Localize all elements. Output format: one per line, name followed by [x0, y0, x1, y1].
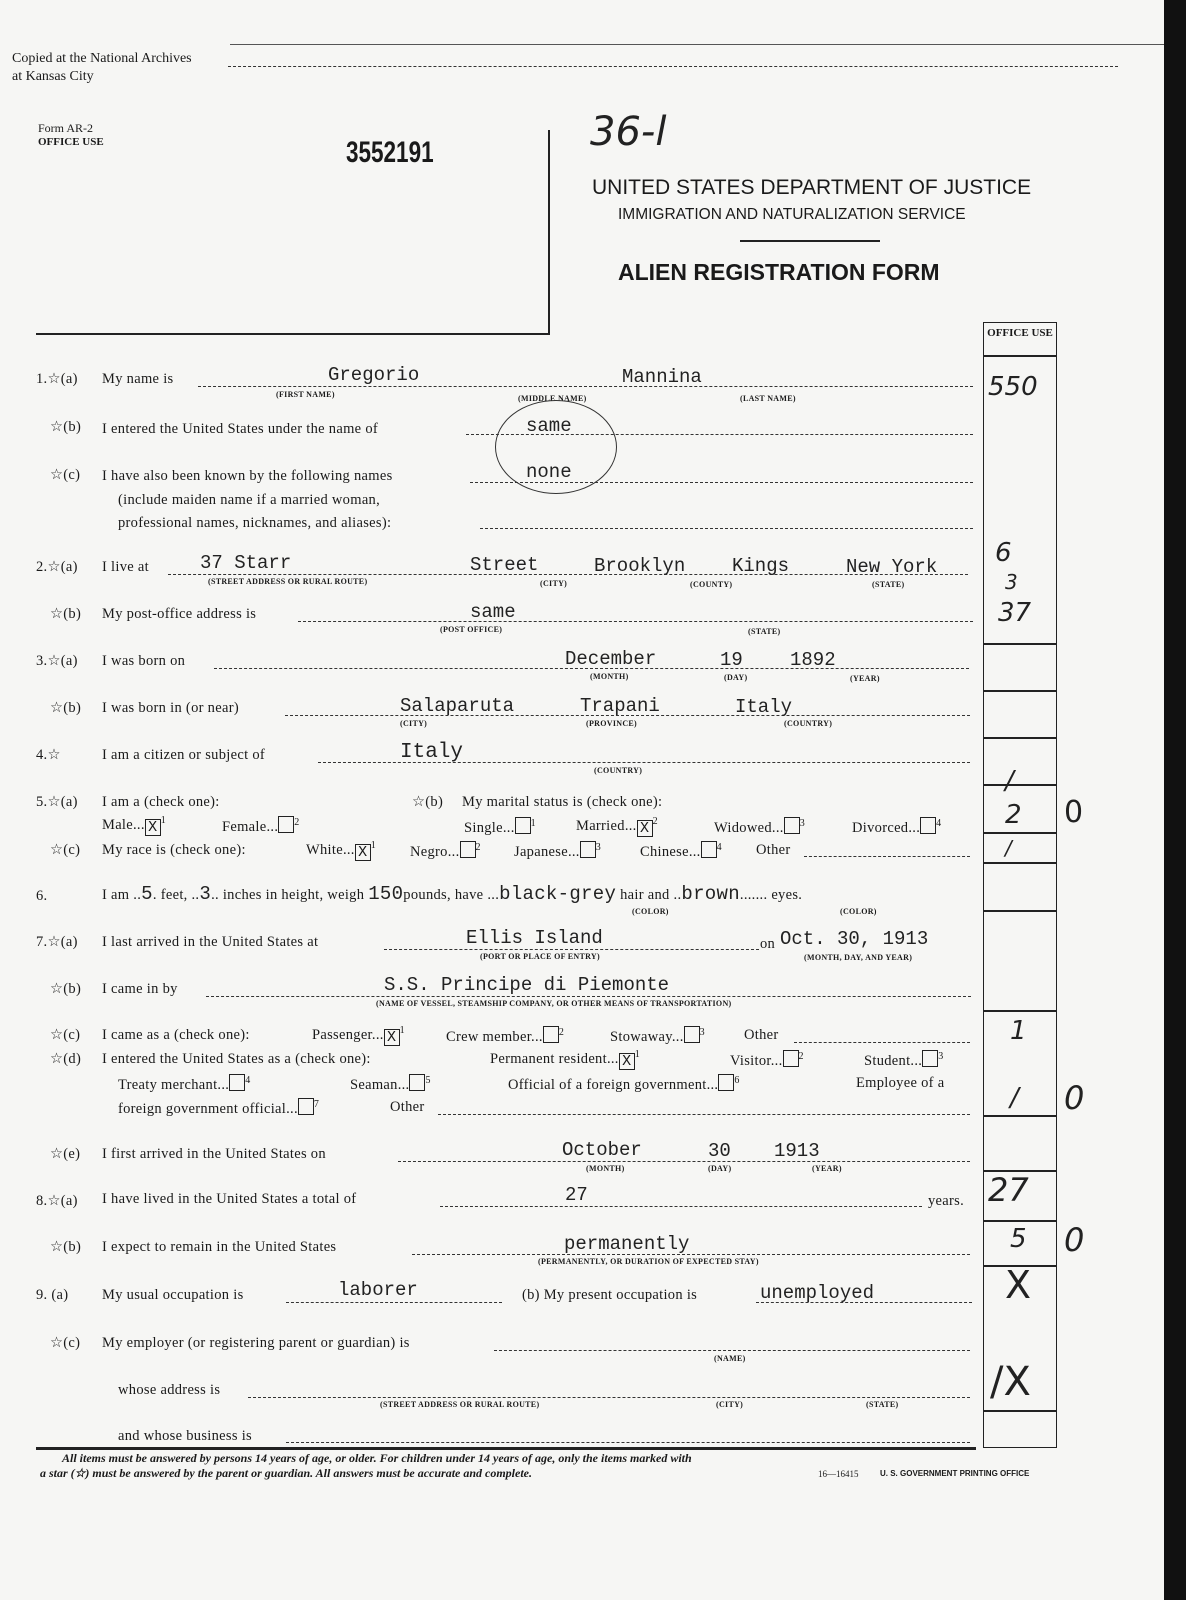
- office-mark: 1: [1010, 1016, 1027, 1046]
- office-mark: 5: [1010, 1224, 1027, 1254]
- visitor-checkbox[interactable]: [783, 1050, 799, 1067]
- race-label: My race is (check one):: [102, 842, 246, 858]
- caption: (YEAR): [850, 674, 880, 683]
- entered-name-value[interactable]: same: [526, 415, 572, 437]
- vessel-value[interactable]: S.S. Principe di Piemonte: [384, 974, 670, 996]
- office-mark: 6: [995, 538, 1012, 568]
- form-id: Form AR-2: [38, 121, 94, 135]
- aliases-value[interactable]: none: [526, 461, 572, 483]
- physical-description: I am ..5. feet, ..3.. inches in height, weigh 150pounds, have ...black-grey hair and ..brown....... eyes.: [102, 883, 803, 905]
- caption: (COUNTRY): [784, 719, 833, 728]
- employer-address-label: whose address is: [118, 1382, 221, 1398]
- caption: (STATE): [872, 580, 905, 589]
- caption: (CITY): [716, 1400, 744, 1409]
- birth-date-label: I was born on: [102, 653, 186, 669]
- item-number: 7.☆(a): [36, 934, 78, 950]
- arrival-date-value[interactable]: Oct. 30, 1913: [780, 928, 929, 950]
- first-arrival-day[interactable]: 30: [708, 1140, 731, 1162]
- caption: (POST OFFICE): [440, 625, 503, 634]
- came-as-label: I came as a (check one):: [102, 1027, 250, 1043]
- caption: (MONTH, DAY, AND YEAR): [804, 953, 913, 962]
- checkbox-divorced[interactable]: Divorced... $^4$: [852, 818, 942, 836]
- office-mark: 0: [1064, 1079, 1085, 1117]
- checkbox-stowaway[interactable]: Stowaway... $^3$: [610, 1027, 705, 1045]
- employee-checkbox[interactable]: [298, 1098, 314, 1115]
- handwritten-note: 36-l: [590, 109, 667, 155]
- male-checkbox[interactable]: X: [145, 819, 161, 836]
- entry-status-label: I entered the United States as a (check one):: [102, 1051, 371, 1067]
- office-mark: 2: [1005, 800, 1022, 830]
- service-name: IMMIGRATION AND NATURALIZATION SERVICE: [618, 206, 966, 223]
- footer-instructions-1: All items must be answered by persons 14 years of age, or older. For children under 14 years of age, only the items marked with: [62, 1451, 692, 1465]
- first-arrival-label: I first arrived in the United States on: [102, 1146, 326, 1162]
- checkbox-negro[interactable]: Negro... $^2$: [410, 842, 481, 860]
- aliases-label: (include maiden name if a married woman,: [118, 492, 381, 508]
- on-label: on: [760, 936, 776, 952]
- caption: (DAY): [724, 673, 748, 682]
- office-mark: /: [1010, 1083, 1019, 1113]
- item-number: ☆(c): [50, 842, 81, 858]
- entry-other-label: Other: [390, 1099, 425, 1115]
- office-use-label: OFFICE USE: [38, 136, 104, 148]
- form-title: ALIEN REGISTRATION FORM: [618, 259, 940, 285]
- caption: (COLOR): [840, 907, 877, 916]
- arrival-label: I last arrived in the United States at: [102, 934, 319, 950]
- post-office-value[interactable]: same: [470, 601, 516, 623]
- birth-country-value[interactable]: Italy: [735, 696, 793, 718]
- checkbox-passenger[interactable]: Passenger... X $^1$: [312, 1025, 405, 1046]
- checkbox-japanese[interactable]: Japanese... $^3$: [514, 842, 602, 860]
- caption: (MONTH): [590, 672, 629, 681]
- caption: (NAME OF VESSEL, STEAMSHIP COMPANY, OR OTHER MEANS OF TRANSPORTATION): [376, 999, 732, 1008]
- checkbox-single[interactable]: Single... $^1$: [464, 818, 536, 836]
- caption: (CITY): [540, 579, 568, 588]
- permanent-checkbox[interactable]: X: [619, 1053, 635, 1070]
- occupation-label: My usual occupation is: [102, 1287, 244, 1303]
- item-number: ☆(e): [50, 1146, 81, 1162]
- crew-checkbox[interactable]: [543, 1026, 559, 1043]
- caption: (STREET ADDRESS OR RURAL ROUTE): [208, 577, 368, 586]
- checkbox-white[interactable]: White... X $^1$: [306, 840, 377, 861]
- caption: (STATE): [866, 1400, 899, 1409]
- caption: (COLOR): [632, 907, 669, 916]
- treaty-checkbox[interactable]: [229, 1074, 245, 1091]
- street-value[interactable]: 37 Starr: [200, 552, 292, 574]
- city-value[interactable]: Brooklyn: [594, 555, 686, 577]
- item-number: 5.☆(a): [36, 794, 78, 810]
- single-checkbox[interactable]: [515, 817, 531, 834]
- department-name: UNITED STATES DEPARTMENT OF JUSTICE: [592, 176, 1032, 199]
- last-name-value[interactable]: Mannina: [622, 366, 702, 388]
- street-suffix-value[interactable]: Street: [470, 554, 539, 576]
- sex-label: I am a (check one):: [102, 794, 220, 810]
- item-number: 1.☆(a): [36, 371, 78, 387]
- birth-year-value[interactable]: 1892: [790, 649, 836, 671]
- occupation-value[interactable]: laborer: [338, 1279, 418, 1301]
- office-mark: /: [1005, 836, 1012, 860]
- checkbox-student[interactable]: Student... $^3$: [864, 1051, 944, 1069]
- checkbox-seaman[interactable]: Seaman... $^5$: [350, 1075, 431, 1093]
- caption: (MONTH): [586, 1164, 625, 1173]
- address-label: I live at: [102, 559, 149, 575]
- official-checkbox[interactable]: [718, 1074, 734, 1091]
- seaman-checkbox[interactable]: [409, 1074, 425, 1091]
- checkbox-treaty[interactable]: Treaty merchant... $^4$: [118, 1075, 251, 1093]
- inches-value: 3: [199, 883, 212, 905]
- eyes-value: brown: [681, 883, 740, 905]
- married-checkbox[interactable]: X: [637, 820, 653, 837]
- checkbox-male[interactable]: Male... X $^1$: [102, 815, 167, 836]
- employer-business-label: and whose business is: [118, 1428, 252, 1444]
- citizenship-label: I am a citizen or subject of: [102, 747, 266, 763]
- office-mark: 0: [1064, 1221, 1085, 1259]
- checkbox-official[interactable]: Official of a foreign government... $^6$: [508, 1075, 740, 1093]
- first-name-value[interactable]: Gregorio: [328, 364, 420, 386]
- years-value[interactable]: 27: [565, 1184, 588, 1206]
- present-occupation-value[interactable]: unemployed: [760, 1282, 875, 1304]
- citizenship-value[interactable]: Italy: [400, 741, 464, 764]
- years-unit: years.: [928, 1193, 965, 1209]
- present-occupation-label: (b) My present occupation is: [522, 1287, 698, 1303]
- aliases-label: I have also been known by the following names: [102, 468, 393, 484]
- item-number: ☆(c): [50, 1335, 81, 1351]
- item-number: ☆(d): [50, 1051, 82, 1067]
- caption: (STREET ADDRESS OR RURAL ROUTE): [380, 1400, 540, 1409]
- checkbox-permanent[interactable]: Permanent resident... X $^1$: [490, 1049, 641, 1070]
- chinese-checkbox[interactable]: [701, 841, 717, 858]
- office-mark: X: [1005, 1263, 1032, 1307]
- student-checkbox[interactable]: [922, 1050, 938, 1067]
- entered-name-label: I entered the United States under the name of: [102, 421, 379, 437]
- caption: (PROVINCE): [586, 719, 637, 728]
- checkbox-visitor[interactable]: Visitor... $^2$: [730, 1051, 804, 1069]
- printer-credit: U. S. GOVERNMENT PRINTING OFFICE: [880, 1469, 1030, 1478]
- office-use-column-heading: OFFICE USE: [987, 327, 1053, 339]
- item-number: 8.☆(a): [36, 1193, 78, 1209]
- checkbox-chinese[interactable]: Chinese... $^4$: [640, 842, 722, 860]
- item-number: ☆(b): [50, 1239, 82, 1255]
- japanese-checkbox[interactable]: [580, 841, 596, 858]
- item-number: 4.☆: [36, 747, 61, 763]
- birthplace-label: I was born in (or near): [102, 700, 239, 716]
- divorced-checkbox[interactable]: [920, 817, 936, 834]
- item-number: 3.☆(a): [36, 653, 78, 669]
- item-number: 6.: [36, 888, 48, 904]
- birth-day-value[interactable]: 19: [720, 649, 743, 671]
- years-label: I have lived in the United States a total of: [102, 1191, 357, 1207]
- caption: (PERMANENTLY, OR DURATION OF EXPECTED STAY): [538, 1257, 759, 1266]
- marital-label: My marital status is (check one):: [462, 794, 663, 810]
- caption: (LAST NAME): [740, 394, 796, 403]
- expected-stay-value[interactable]: permanently: [564, 1233, 690, 1255]
- item-number: ☆(b): [412, 794, 444, 810]
- caption: (COUNTRY): [594, 766, 643, 775]
- caption: (NAME): [714, 1354, 746, 1363]
- item-number: 2.☆(a): [36, 559, 78, 575]
- registration-number: 3552191: [346, 136, 434, 169]
- first-arrival-year[interactable]: 1913: [774, 1140, 820, 1162]
- caption: (YEAR): [812, 1164, 842, 1173]
- passenger-checkbox[interactable]: X: [384, 1029, 400, 1046]
- caption: (FIRST NAME): [276, 390, 335, 399]
- expected-stay-label: I expect to remain in the United States: [102, 1239, 337, 1255]
- birth-city-value[interactable]: Salaparuta: [400, 695, 515, 717]
- item-number: ☆(c): [50, 467, 81, 483]
- office-mark: /: [1005, 766, 1014, 796]
- checkbox-crew[interactable]: Crew member... $^2$: [446, 1027, 565, 1045]
- caption: (COUNTY): [690, 580, 733, 589]
- office-mark: 3: [1005, 570, 1018, 594]
- item-number: ☆(b): [50, 606, 82, 622]
- checkbox-married[interactable]: Married... X $^2$: [576, 816, 658, 837]
- white-checkbox[interactable]: X: [355, 844, 371, 861]
- feet-value: 5: [141, 883, 153, 905]
- birth-province-value[interactable]: Trapani: [580, 695, 660, 717]
- footer-instructions-2: a star (☆) must be answered by the parent or guardian. All answers must be accurate and complete.: [40, 1466, 533, 1480]
- office-mark: 37: [998, 598, 1032, 628]
- first-arrival-month[interactable]: October: [562, 1139, 642, 1161]
- negro-checkbox[interactable]: [460, 841, 476, 858]
- came-as-other-label: Other: [744, 1027, 779, 1043]
- employee-label: Employee of a: [856, 1075, 945, 1091]
- perforation-line: [228, 66, 1118, 67]
- widowed-checkbox[interactable]: [784, 817, 800, 834]
- birth-month-value[interactable]: December: [565, 648, 657, 670]
- aliases-label: professional names, nicknames, and aliases):: [118, 515, 392, 531]
- weight-value: 150: [368, 883, 404, 905]
- office-mark: 27: [988, 1171, 1029, 1209]
- caption: (PORT OR PLACE OF ENTRY): [480, 952, 600, 961]
- item-number: 9. (a): [36, 1287, 69, 1303]
- post-office-label: My post-office address is: [102, 606, 257, 622]
- female-checkbox[interactable]: [278, 816, 294, 833]
- employer-label: My employer (or registering parent or guardian) is: [102, 1335, 410, 1351]
- form-code: 16—16415: [818, 1469, 859, 1479]
- vessel-label: I came in by: [102, 981, 178, 997]
- office-mark: /X: [990, 1359, 1031, 1405]
- item-number: ☆(b): [50, 700, 82, 716]
- caption: (MIDDLE NAME): [518, 394, 587, 403]
- office-mark: 0: [1064, 795, 1084, 830]
- checkbox-widowed[interactable]: Widowed... $^3$: [714, 818, 805, 836]
- caption: (DAY): [708, 1164, 732, 1173]
- item-number: ☆(c): [50, 1027, 81, 1043]
- state-value[interactable]: New York: [846, 556, 938, 578]
- office-mark: 550: [988, 372, 1038, 402]
- item-number: ☆(b): [50, 419, 82, 435]
- caption: (CITY): [400, 719, 428, 728]
- stowaway-checkbox[interactable]: [684, 1026, 700, 1043]
- archive-stamp-line1: Copied at the National Archives: [12, 51, 192, 66]
- county-value[interactable]: Kings: [732, 555, 790, 577]
- checkbox-female[interactable]: Female... $^2$: [222, 817, 300, 835]
- checkbox-employee[interactable]: foreign government official... $^7$: [118, 1099, 320, 1117]
- race-other-label: Other: [756, 842, 791, 858]
- item-number: ☆(b): [50, 981, 82, 997]
- archive-stamp-line2: at Kansas City: [12, 69, 94, 84]
- caption: (STATE): [748, 627, 781, 636]
- port-value[interactable]: Ellis Island: [466, 927, 603, 949]
- hair-value: black-grey: [499, 883, 617, 905]
- name-label: My name is: [102, 371, 174, 387]
